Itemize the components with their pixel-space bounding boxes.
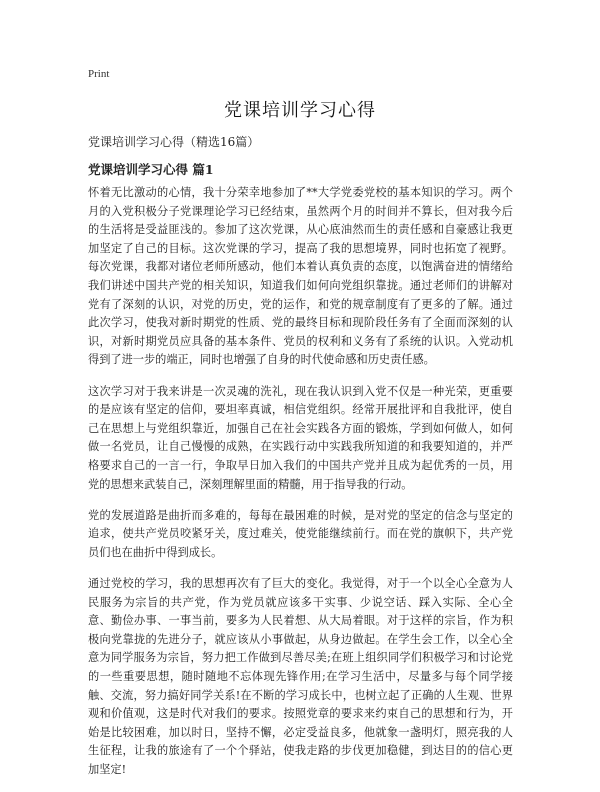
article-body [88,184,513,792]
paragraph-2: 这次学习对于我来讲是一次灵魂的洗礼，现在我认识到入党不仅是一种光荣，更重要的是应该有坚定的信仰，要坦率真诚，相信党组织。经常开展批评和自我批评，使自己在思想上与党组织靠近，加强自己在社会实践各方面的锻炼，学到如何做人，如何做一名党员，让自己慢慢的成熟，在实践行动中实践我所知道的和我要知道的，并严格要求自己的一言一行，争取早日加入我们的中国共产党并且成为起优秀的一员，用党的思想来武装自己，深刻理解里面的精髓，用于指导我的行动。 [88,384,513,491]
page-title: 党课培训学习心得 [224,100,376,121]
document-subtitle: 党课培训学习心得（精选16篇） [88,135,260,149]
section-heading: 党课培训学习心得 篇1 [88,162,214,177]
print-link[interactable]: Print [88,68,110,80]
paragraph-4: 通过党校的学习，我的思想再次有了巨大的变化。我觉得，对于一个以全心全意为人民服务为宗旨的共产党，作为党员就应该多干实事、少说空话、踩入实际、全心全意、勤俭办事、一事当前，要多为人民着想、从大局着眼。对于这样的宗旨，作为积极向党靠拢的先进分子，就应该从小事做起，从身边做起。在学生会工作，以全心全意为同学服务为宗旨，努力把工作做到尽善尽美;在班上组织同学们积极学习和讨论党的一些重要思想，随时随地不忘体现先锋作用;在学习生活中，尽量多与每个同学接触、交流，努力搞好同学关系!在不断的学习成长中，也树立起了正确的人生观、世界观和价值观，这是时代对我们的要求。按照党章的要求来约束自己的思想和行为，开始是比较困难，加以时日，坚持不懈，必定受益良多，他就象一盏明灯，照亮我的人生征程，让我的旅途有了一个个驿站，使我走路的步伐更加稳健，到达目的的信心更加坚定! [88,577,513,776]
paragraph-1: 怀着无比激动的心情，我十分荣幸地参加了**大学党委党校的基本知识的学习。两个月的入党积极分子党课理论学习已经结束，虽然两个月的时间并不算长，但对我今后的生活将是受益匪浅的。参加了这次党课，从心底油然而生的责任感和自豪感让我更加坚定了自己的目标。这次党课的学习，提高了我的思想境界，同时也拓宽了视野。每次党课，我都对诸位老师所感动，他们本着认真负责的态度，以饱满奋进的情绪给我们讲述中国共产党的相关知识，知道我们如何向党组织靠拢。通过老师们的讲解对党有了深刻的认识，对党的历史，党的运作，和党的规章制度有了更多的了解。通过此次学习，使我对新时期党的性质、党的最终目标和现阶段任务有了全面而深刻的认识，对新时期党员应具备的基本条件、党员的权利和义务有了系统的认识。入党动机得到了进一步的端正，同时也增强了自身的时代使命感和历史责任感。 [88,186,513,367]
paragraph-3: 党的发展道路是曲折而多难的，每每在最困难的时候，是对党的坚定的信念与坚定的追求，使共产党员咬紧牙关，度过难关，使党能继续前行。而在党的旗帜下，共产党员们也在曲折中得到成长。 [88,508,513,559]
